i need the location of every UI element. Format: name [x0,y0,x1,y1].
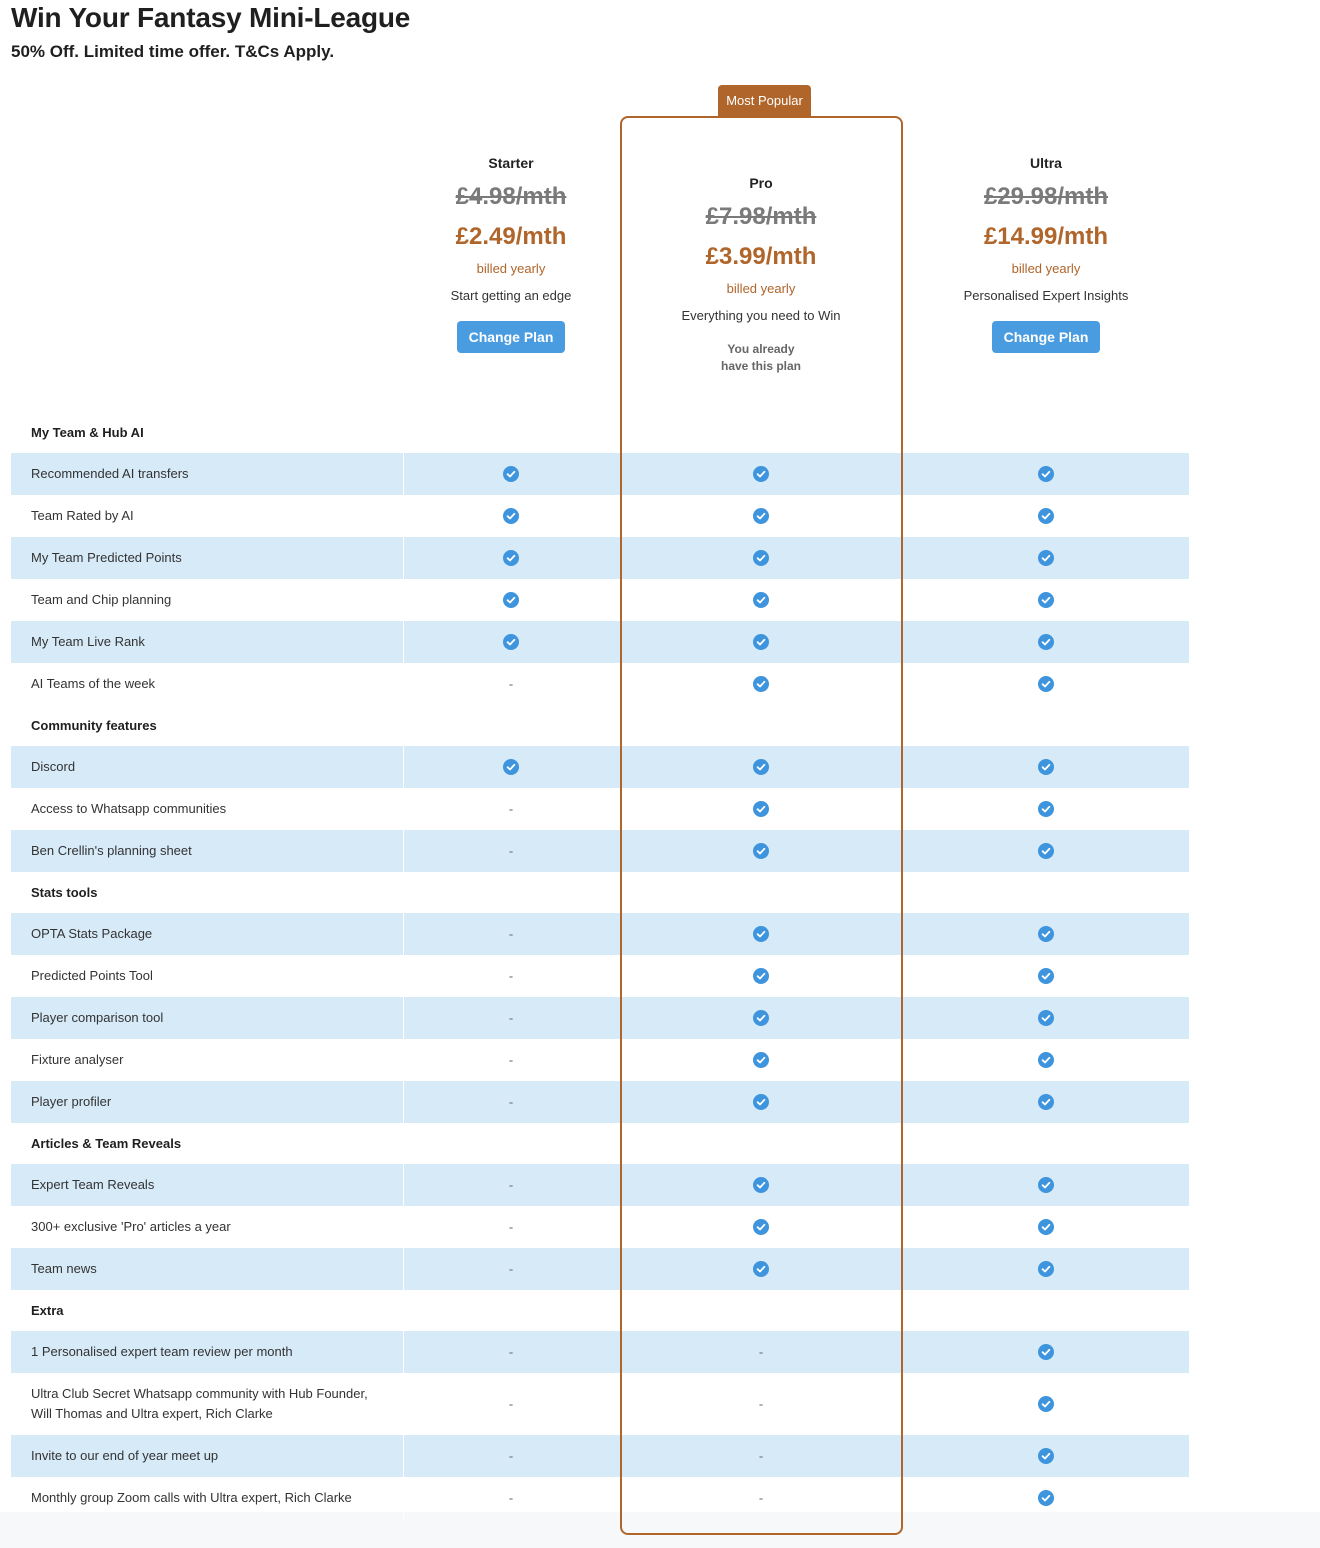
not-included-dash: - [508,1490,514,1506]
check-icon [753,1094,769,1110]
feature-label: Predicted Points Tool [31,968,153,983]
feature-label: AI Teams of the week [31,676,156,691]
check-icon [1038,843,1054,859]
feature-label: Team Rated by AI [31,508,134,523]
check-icon [753,926,769,942]
not-included-dash: - [508,1261,514,1277]
feature-label: My Team Predicted Points [31,550,182,565]
check-icon [1038,1490,1054,1506]
feature-label: Ultra Club Secret Whatsapp community with Hub Founder, Will Thomas and Ultra expert, Rich Clarke [31,1386,368,1421]
feature-label: Discord [31,759,76,774]
column-divider [403,1248,404,1290]
check-icon [503,759,519,775]
not-included-dash: - [758,1490,764,1506]
feature-label: Ben Crellin's planning sheet [31,843,192,858]
check-icon [1038,466,1054,482]
column-divider [403,495,404,537]
check-icon [753,759,769,775]
section-header [11,705,1189,746]
not-included-dash: - [508,1094,514,1110]
check-icon [503,634,519,650]
section-title: Community features [31,717,157,733]
feature-row [11,788,1189,830]
plan-name: Starter [488,155,534,171]
feature-label: Player profiler [31,1094,112,1109]
plan-starter [411,155,611,353]
check-icon [1038,634,1054,650]
check-icon [1038,1219,1054,1235]
column-divider [403,1331,404,1373]
not-included-dash: - [508,1396,514,1412]
check-icon [1038,676,1054,692]
feature-label: Team and Chip planning [31,592,172,607]
section-header [11,1290,1189,1331]
feature-row [11,1164,1189,1206]
feature-row [11,913,1189,955]
feature-row [11,1435,1189,1477]
plan-tagline: Start getting an edge [450,288,572,303]
feature-row [11,997,1189,1039]
column-divider [403,1081,404,1123]
not-included-dash: - [508,968,514,984]
check-icon [753,1177,769,1193]
check-icon [753,1010,769,1026]
feature-label: Access to Whatsapp communities [31,801,227,816]
plan-new-price: £3.99/mth [705,243,817,270]
not-included-dash: - [508,676,514,692]
section-header [11,1123,1189,1164]
not-included-dash: - [508,926,514,942]
check-icon [1038,1052,1054,1068]
feature-row [11,537,1189,579]
feature-row [11,663,1189,705]
feature-label: 1 Personalised expert team review per month [31,1344,293,1359]
plan-name: Pro [749,175,773,191]
not-included-dash: - [508,843,514,859]
check-icon [1038,926,1054,942]
column-divider [403,746,404,788]
check-icon [753,634,769,650]
column-divider [403,830,404,872]
feature-label: OPTA Stats Package [31,926,153,941]
feature-label: Expert Team Reveals [31,1177,155,1192]
check-icon [1038,1396,1054,1412]
check-icon [753,968,769,984]
column-divider [403,1206,404,1248]
change-plan-button-ultra[interactable]: Change Plan [992,321,1101,353]
not-included-dash: - [508,801,514,817]
plan-ultra [946,155,1146,353]
column-divider [403,1373,404,1435]
check-icon [503,550,519,566]
check-icon [753,676,769,692]
plan-old-price: £29.98/mth [983,183,1109,210]
feature-row [11,1248,1189,1290]
column-divider [403,453,404,495]
plan-tagline: Everything you need to Win [681,308,841,323]
plan-old-price: £4.98/mth [455,183,567,210]
check-icon [1038,1177,1054,1193]
check-icon [1038,968,1054,984]
check-icon [1038,1010,1054,1026]
check-icon [1038,1448,1054,1464]
most-popular-badge: Most Popular [718,85,811,116]
not-included-dash: - [508,1219,514,1235]
feature-row [11,1331,1189,1373]
plan-name: Ultra [1030,155,1062,171]
column-divider [403,537,404,579]
feature-row [11,746,1189,788]
check-icon [753,550,769,566]
not-included-dash: - [508,1177,514,1193]
feature-row [11,830,1189,872]
check-icon [753,1261,769,1277]
column-divider [403,1477,404,1519]
not-included-dash: - [758,1448,764,1464]
check-icon [503,466,519,482]
column-divider [403,955,404,997]
feature-row [11,1039,1189,1081]
check-icon [753,508,769,524]
section-title: Articles & Team Reveals [31,1135,182,1151]
not-included-dash: - [508,1052,514,1068]
column-divider [403,1164,404,1206]
section-header [11,412,1189,453]
current-plan-note: You already have this plan [720,342,802,373]
plan-billing: billed yearly [476,261,546,276]
check-icon [1038,550,1054,566]
section-header [11,872,1189,913]
feature-label: 300+ exclusive 'Pro' articles a year [31,1219,231,1234]
check-icon [1038,1344,1054,1360]
check-icon [503,592,519,608]
plan-pro [661,175,861,375]
column-divider [403,913,404,955]
check-icon [1038,1094,1054,1110]
not-included-dash: - [758,1344,764,1360]
change-plan-button-starter[interactable]: Change Plan [457,321,566,353]
page-subtitle: 50% Off. Limited time offer. T&Cs Apply. [11,42,335,61]
section-title: Stats tools [31,884,98,900]
feature-row [11,1373,1189,1435]
not-included-dash: - [508,1010,514,1026]
feature-row [11,1206,1189,1248]
feature-label: My Team Live Rank [31,634,145,649]
check-icon [753,801,769,817]
feature-label: Player comparison tool [31,1010,164,1025]
check-icon [1038,759,1054,775]
not-included-dash: - [508,1344,514,1360]
plan-new-price: £2.49/mth [455,223,567,250]
section-title: My Team & Hub AI [31,424,144,440]
plan-tagline: Personalised Expert Insights [963,288,1129,303]
feature-label: Recommended AI transfers [31,466,189,481]
plan-billing: billed yearly [726,281,796,296]
check-icon [503,508,519,524]
column-divider [403,1039,404,1081]
plan-new-price: £14.99/mth [983,223,1109,250]
feature-row [11,1081,1189,1123]
not-included-dash: - [758,1396,764,1412]
check-icon [753,466,769,482]
column-divider [403,621,404,663]
feature-label: Fixture analyser [31,1052,124,1067]
column-divider [403,997,404,1039]
feature-row [11,621,1189,663]
check-icon [753,843,769,859]
column-divider [403,1435,404,1477]
check-icon [1038,1261,1054,1277]
check-icon [753,1219,769,1235]
check-icon [1038,508,1054,524]
not-included-dash: - [508,1448,514,1464]
feature-row [11,1477,1189,1519]
plan-billing: billed yearly [1011,261,1081,276]
plan-old-price: £7.98/mth [705,203,817,230]
check-icon [1038,801,1054,817]
check-icon [753,1052,769,1068]
column-divider [403,663,404,705]
section-title: Extra [31,1302,64,1318]
feature-label: Monthly group Zoom calls with Ultra expert, Rich Clarke [31,1490,352,1505]
column-divider [403,579,404,621]
feature-row [11,579,1189,621]
feature-row [11,453,1189,495]
check-icon [1038,592,1054,608]
column-divider [403,788,404,830]
feature-row [11,495,1189,537]
feature-label: Invite to our end of year meet up [31,1448,219,1463]
page-title: Win Your Fantasy Mini-League [11,2,411,33]
check-icon [753,592,769,608]
feature-row [11,955,1189,997]
feature-label: Team news [31,1261,97,1276]
